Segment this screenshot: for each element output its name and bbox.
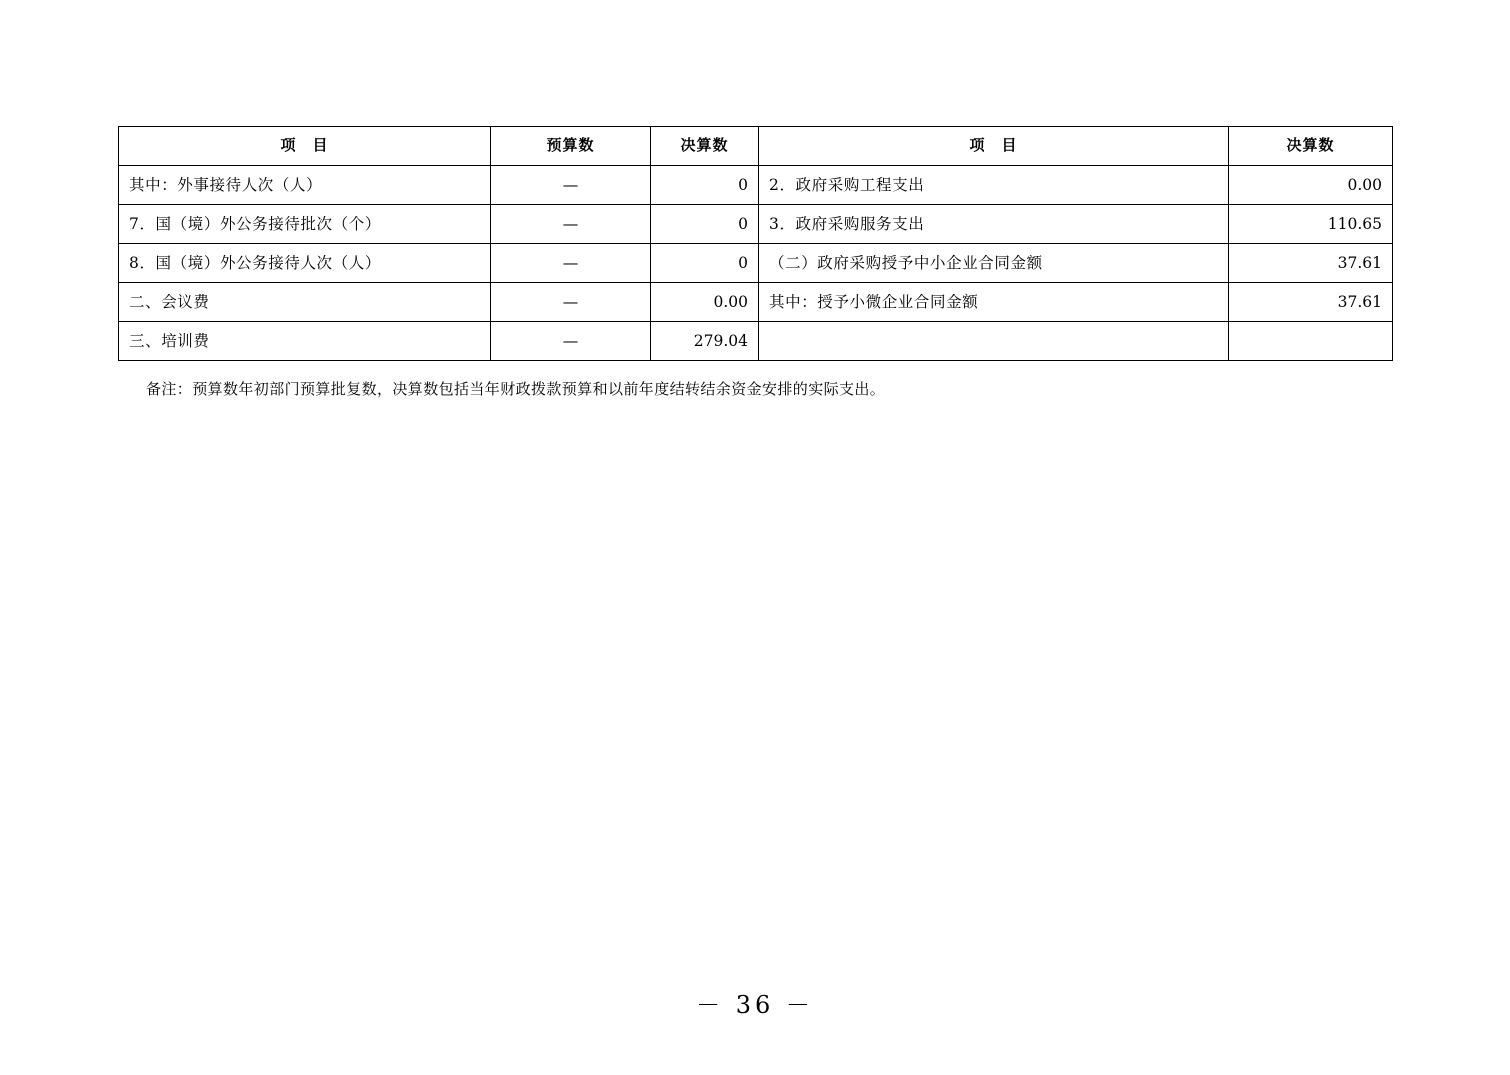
table-row (119, 244, 1393, 283)
budget-table (118, 126, 1393, 361)
row-1-right-item: 3．政府采购服务支出 (759, 205, 1229, 244)
row-3-budget: — (491, 283, 651, 322)
row-1-left-item: 7．国（境）外公务接待批次（个） (119, 205, 491, 244)
row-1-final: 0 (651, 205, 759, 244)
budget-table-container (118, 126, 1392, 361)
row-4-right-item (759, 322, 1229, 361)
row-4-final: 279.04 (651, 322, 759, 361)
table-note-text: 备注：预算数年初部门预算批复数，决算数包括当年财政拨款预算和以前年度结转结余资金安排的实际支出。 (146, 380, 886, 398)
table-row (119, 205, 1393, 244)
row-4-budget: — (491, 322, 651, 361)
row-2-right-final: 37.61 (1229, 244, 1393, 283)
table-row (119, 322, 1393, 361)
header-final-right: 决算数 (1229, 127, 1393, 166)
row-0-final: 0 (651, 166, 759, 205)
row-2-right-item: （二）政府采购授予中小企业合同金额 (759, 244, 1229, 283)
table-row (119, 283, 1393, 322)
table-note (118, 378, 885, 399)
row-3-final: 0.00 (651, 283, 759, 322)
row-3-left-item: 二、会议费 (119, 283, 491, 322)
page-number: － 36 － (696, 991, 814, 1019)
header-budget: 预算数 (491, 127, 651, 166)
row-0-budget: — (491, 166, 651, 205)
table-row (119, 166, 1393, 205)
row-2-left-item: 8．国（境）外公务接待人次（人） (119, 244, 491, 283)
row-3-right-final: 37.61 (1229, 283, 1393, 322)
row-4-left-item: 三、培训费 (119, 322, 491, 361)
row-0-left-item: 其中：外事接待人次（人） (119, 166, 491, 205)
table-header-row (119, 127, 1393, 166)
row-1-budget: — (491, 205, 651, 244)
row-4-right-final (1229, 322, 1393, 361)
header-item-right: 项 目 (759, 127, 1229, 166)
row-0-right-item: 2．政府采购工程支出 (759, 166, 1229, 205)
header-item-left: 项 目 (119, 127, 491, 166)
row-2-budget: — (491, 244, 651, 283)
row-3-right-item: 其中：授予小微企业合同金额 (759, 283, 1229, 322)
row-1-right-final: 110.65 (1229, 205, 1393, 244)
header-final: 决算数 (651, 127, 759, 166)
row-2-final: 0 (651, 244, 759, 283)
row-0-right-final: 0.00 (1229, 166, 1393, 205)
